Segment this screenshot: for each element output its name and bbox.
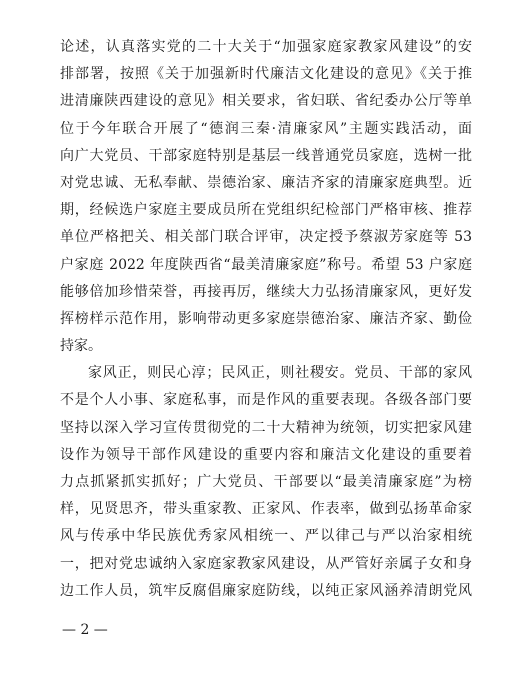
text-line: 期，经候选户家庭主要成员所在党组织纪检部门严格审核、推荐 bbox=[60, 202, 472, 219]
body-text bbox=[60, 34, 472, 605]
text-line: 力点抓紧抓实抓好；广大党员、干部要以“最美清廉家庭”为榜 bbox=[60, 474, 472, 490]
text-line: 设作为领导干部作风建设的重要内容和廉洁文化建设的重要着 bbox=[60, 446, 472, 463]
text-line: 家风正，则民心淳；民风正，则社稷安。党员、干部的家风 bbox=[88, 365, 472, 382]
text-line: 持家。 bbox=[60, 338, 102, 355]
text-line: 单位严格把关、相关部门联合评审，决定授予蔡淑芳家庭等 53 bbox=[60, 229, 472, 246]
paragraph-1 bbox=[60, 34, 472, 360]
text-line: 风与传承中华民族优秀家风相统一、严以律己与严以治家相统 bbox=[60, 528, 472, 545]
text-line: 对党忠诚、无私奉献、崇德治家、廉洁齐家的清廉家庭典型。近 bbox=[60, 174, 472, 191]
text-line: 排部署，按照《关于加强新时代廉洁文化建设的意见》《关于推 bbox=[60, 66, 472, 83]
text-line: 坚持以深入学习宣传贯彻党的二十大精神为统领，切实把家风建 bbox=[60, 419, 472, 436]
text-line: 样，见贤思齐，带头重家教、正家风、作表率，做到弘扬革命家 bbox=[60, 501, 472, 518]
text-line: 向广大党员、干部家庭特别是基层一线普通党员家庭，选树一批 bbox=[60, 147, 472, 164]
paragraph-2 bbox=[60, 360, 472, 605]
text-line: 一，把对党忠诚纳入家庭家教家风建设，从严管好亲属子女和身 bbox=[60, 555, 472, 572]
text-line: 能够倍加珍惜荣誉，再接再厉，继续大力弘扬清廉家风，更好发 bbox=[60, 283, 472, 300]
text-line: 边工作人员，筑牢反腐倡廉家庭防线，以纯正家风涵养清朗党风 bbox=[60, 582, 472, 599]
text-line: 位于今年联合开展了“德润三秦·清廉家风”主题实践活动，面 bbox=[60, 120, 472, 137]
text-line: 论述，认真落实党的二十大关于“加强家庭家教家风建设”的安 bbox=[60, 39, 472, 55]
text-line: 进清廉陕西建设的意见》相关要求，省妇联、省纪委办公厅等单 bbox=[60, 93, 472, 110]
text-line: 挥榜样示范作用，影响带动更多家庭崇德治家、廉洁齐家、勤俭 bbox=[60, 310, 472, 327]
text-line: 不是个人小事、家庭私事，而是作风的重要表现。各级各部门要 bbox=[60, 392, 472, 409]
page-number: — 2 — bbox=[62, 622, 108, 638]
text-line: 户家庭 2022 年度陕西省“最美清廉家庭”称号。希望 53 户家庭 bbox=[60, 256, 472, 273]
